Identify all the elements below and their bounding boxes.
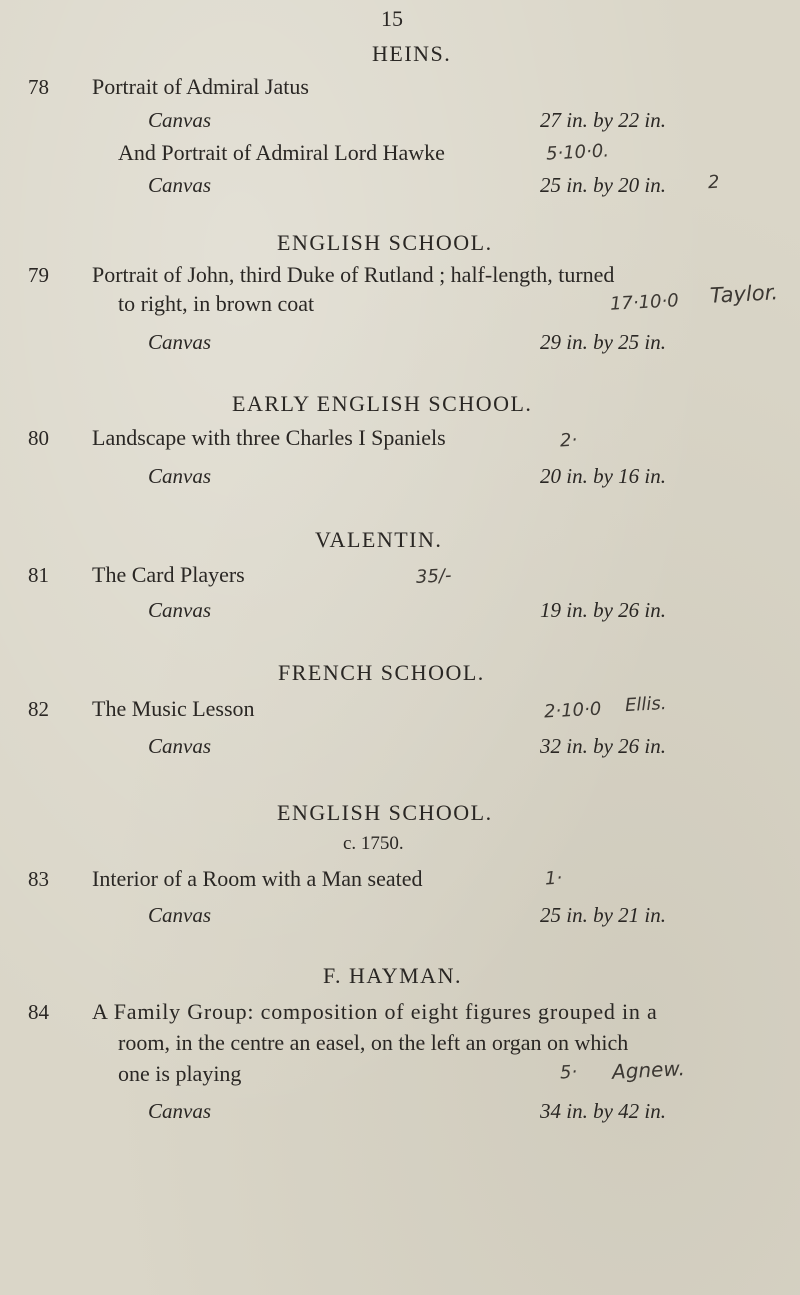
- lot-medium: Canvas: [148, 734, 211, 758]
- lot-dimensions: 27 in. by 22 in.: [540, 108, 666, 132]
- lot-number: 83: [28, 867, 49, 891]
- lot-number: 82: [28, 697, 49, 721]
- section-heading-hayman: F. HAYMAN.: [323, 963, 462, 988]
- lot-dimensions: 20 in. by 16 in.: [540, 464, 666, 488]
- lot-medium-second: Canvas: [148, 173, 211, 197]
- section-heading-valentin: VALENTIN.: [315, 527, 443, 552]
- lot-number: 79: [28, 263, 49, 287]
- handwritten-price: 2·: [559, 429, 578, 452]
- lot-medium: Canvas: [148, 330, 211, 354]
- lot-title: Interior of a Room with a Man seated: [92, 866, 423, 891]
- lot-number: 80: [28, 426, 49, 450]
- lot-medium: Canvas: [148, 108, 211, 132]
- handwritten-buyer: Agnew.: [611, 1056, 686, 1084]
- lot-medium: Canvas: [148, 1099, 211, 1123]
- lot-title: Landscape with three Charles I Spaniels: [92, 425, 446, 450]
- section-heading-heins: HEINS.: [372, 41, 452, 66]
- lot-dimensions: 34 in. by 42 in.: [540, 1099, 666, 1123]
- lot-title: The Card Players: [92, 562, 245, 587]
- section-heading-english: ENGLISH SCHOOL.: [277, 230, 493, 255]
- handwritten-price: 1·: [544, 867, 563, 890]
- lot-title-continued: room, in the centre an easel, on the left an organ on which: [118, 1030, 629, 1055]
- lot-title: A Family Group: composition of eight figures grouped in a: [92, 999, 658, 1024]
- section-heading-french: FRENCH SCHOOL.: [278, 660, 485, 685]
- handwritten-price: 5·: [559, 1061, 578, 1084]
- lot-dimensions: 29 in. by 25 in.: [540, 330, 666, 354]
- lot-dimensions: 32 in. by 26 in.: [540, 734, 666, 758]
- handwritten-price: 5·10·0.: [545, 140, 610, 165]
- handwritten-buyer: Taylor.: [709, 280, 779, 308]
- section-subheading-date: c. 1750.: [343, 833, 404, 854]
- lot-title-second: And Portrait of Admiral Lord Hawke: [118, 140, 445, 165]
- handwritten-note: 2: [707, 171, 720, 194]
- section-heading-early-english: EARLY ENGLISH SCHOOL.: [232, 391, 533, 416]
- lot-dimensions-second: 25 in. by 20 in.: [540, 173, 666, 197]
- lot-number: 84: [28, 1000, 49, 1024]
- handwritten-buyer: Ellis.: [624, 692, 668, 717]
- lot-number: 81: [28, 563, 49, 587]
- lot-dimensions: 19 in. by 26 in.: [540, 598, 666, 622]
- lot-number: 78: [28, 75, 49, 99]
- lot-medium: Canvas: [148, 598, 211, 622]
- lot-medium: Canvas: [148, 464, 211, 488]
- lot-dimensions: 25 in. by 21 in.: [540, 903, 666, 927]
- lot-title-continued-2: one is playing: [118, 1061, 242, 1086]
- section-heading-english-1750: ENGLISH SCHOOL.: [277, 800, 493, 825]
- lot-title: Portrait of John, third Duke of Rutland ; half-length, turned: [92, 262, 615, 287]
- handwritten-price: 17·10·0: [609, 290, 680, 315]
- page-number: 15: [381, 6, 403, 31]
- handwritten-price: 2·10·0: [543, 698, 602, 723]
- lot-title: Portrait of Admiral Jatus: [92, 74, 309, 99]
- lot-title-continued: to right, in brown coat: [118, 291, 315, 316]
- lot-title: The Music Lesson: [92, 696, 255, 721]
- lot-medium: Canvas: [148, 903, 211, 927]
- handwritten-price: 35/-: [415, 565, 452, 588]
